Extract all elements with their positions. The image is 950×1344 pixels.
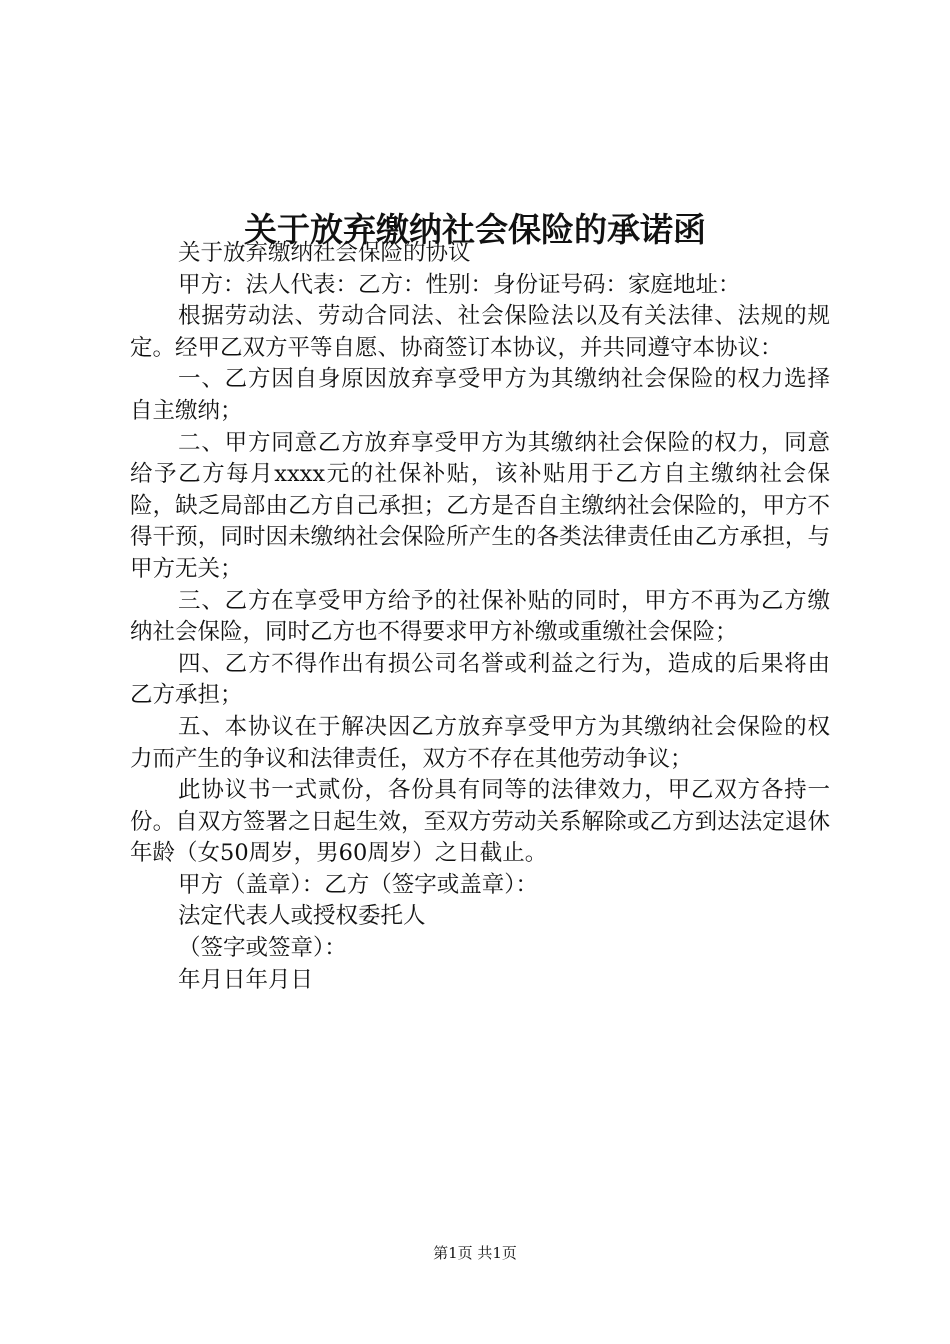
legal-representative-line: 法定代表人或授权委托人 — [178, 903, 426, 930]
preamble-paragraph: 根据劳动法、劳动合同法、社会保险法以及有关法律、法规的规定。经甲乙双方平等自愿、协商签订本协议，并共同遵守本协议： — [130, 303, 830, 361]
validity-paragraph: 此协议书一式贰份，各份具有同等的法律效力，甲乙双方各持一份。自双方签署之日起生效，至双方劳动关系解除或乙方到达法定退休年龄（女50周岁，男60周岁）之日截止。 — [130, 777, 830, 867]
signature-parties-line: 甲方（盖章）：乙方（签字或盖章）： — [178, 871, 539, 898]
document-body — [130, 238, 830, 996]
clause-5: 五、本协议在于解决因乙方放弃享受甲方为其缴纳社会保险的权力而产生的争议和法律责任，双方不存在其他劳动争议； — [130, 713, 830, 772]
agreement-subtitle: 关于放弃缴纳社会保险的协议 — [178, 240, 471, 266]
date-line: 年月日年月日 — [178, 966, 314, 993]
clause-2: 二、甲方同意乙方放弃享受甲方为其缴纳社会保险的权力，同意给予乙方每月xxxx元的社保补贴，该补贴用于乙方自主缴纳社会保险，缺乏局部由乙方自己承担；乙方是否自主缴纳社会保险的，甲方不得干预，同时因未缴纳社会保险所产生的各类法律责任由乙方承担，与甲方无关； — [130, 429, 830, 582]
page-number-footer: 第1页 共1页 — [433, 1244, 517, 1262]
parties-line: 甲方：法人代表：乙方：性别：身份证号码：家庭地址： — [178, 271, 741, 298]
clause-1: 一、乙方因自身原因放弃享受甲方为其缴纳社会保险的权力选择自主缴纳； — [130, 366, 830, 424]
clause-3: 三、乙方在享受甲方给予的社保补贴的同时，甲方不再为乙方缴纳社会保险，同时乙方也不得要求甲方补缴或重缴社会保险； — [130, 587, 830, 646]
document-title: 关于放弃缴纳社会保险的承诺函 — [244, 210, 706, 250]
clause-4: 四、乙方不得作出有损公司名誉或利益之行为，造成的后果将由乙方承担； — [130, 650, 830, 709]
signature-line: （签字或签章）： — [178, 935, 347, 962]
